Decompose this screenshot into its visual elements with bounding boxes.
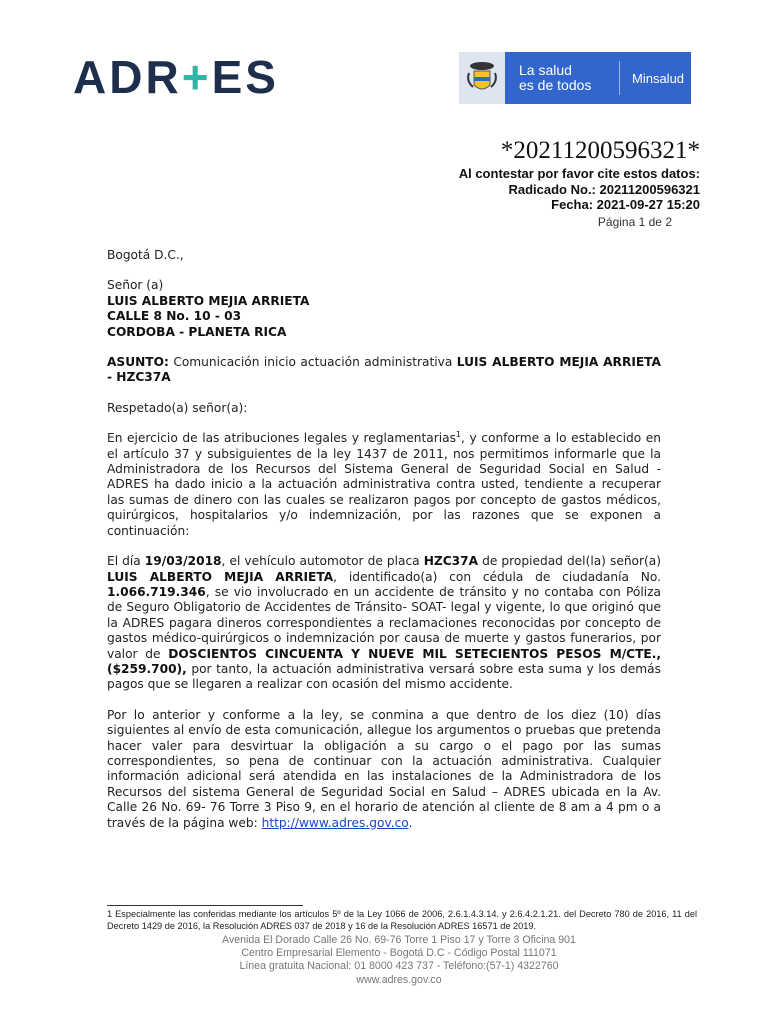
page-prefix: Página [597,215,639,229]
letter-salutation: Señor (a) [107,278,164,293]
page-current: 1 [638,215,646,229]
adres-logo-text: ADR+ES [73,51,279,103]
footer-website: www.adres.gov.co [356,973,442,986]
asunto-label: ASUNTO: [107,355,169,370]
footer-address: Avenida El Dorado Calle 26 No. 69-76 Torre 1 Piso 17 y Torre 3 Oficina 901 [222,934,576,946]
footer-center: Centro Empresarial Elemento - Bogotá D.C - Código Postal 111071 [241,947,557,960]
recipient-city: CORDOBA - PLANETA RICA [107,324,287,339]
radicado: Radicado No.: 20211200596321 [508,181,700,197]
p3-text: Por lo anterior y conforme a la ley, se conmina a que dentro de los diez (10) días siguientes al envío de esta comunicación, allegue los argumentos o pruebas que pretenda hacer valer para desvirtuar la obligación a su cargo o el pago por las sumas correspondientes, so pena de continuar con la actuación administrativa. Cualquier información adicional será atendida en las instalaciones de la Administradora de los Recursos del sistema General de Seguridad Social en Salud – ADRES ubicada en la Av. Calle 26 No. 69- 76 Torre 3 Piso 9, en el horario de atención al cliente de 8 am a 4 pm o a través de la página web: [107,707,661,830]
p2-text-d: , identificado(a) con cédula de ciudadanía No. [333,569,661,584]
letter-city: Bogotá D.C., [107,248,184,262]
p1-text-b: , y conforme a lo establecido en el artículo 37 y subsiguientes de la ley 1437 de 2011, nos permitimos informarle que la Administradora de los Recursos del Sistema General de Seguridad Social en Salud - ADRES ha dado inicio a la actuación administrativa contra usted, tendiente a recuperar las sumas de dinero con las cuales se realizaron pagos por concepto de gastos médicos, quirúrgicos, hospitalarios y/o indemnización, por las razones que se exponen a continuación: [107,431,661,538]
owner-id: 1.066.719.346 [107,584,206,599]
website-link[interactable]: http://www.adres.gov.co [261,815,409,830]
gov-ministry: Minsalud [632,70,685,86]
recipient-name: LUIS ALBERTO MEJIA ARRIETA [107,293,310,308]
letter-body [107,248,661,846]
greeting: Respetado(a) señor(a): [107,400,248,415]
page-number [598,215,672,229]
footnote: 1 Especialmente las conferidas mediante los artículos 5º de la Ley 1066 de 2006, 2.6.1.4.3.14. y 2.6.4.2.1.21. del Decreto 780 de 2016, 11 del Decreto 1429 de 2016, la Resolución ADRES 037 de 2018 y 16 de la Resolución ADRES 16571 de 2019. [107,909,697,931]
gov-slogan [519,63,607,93]
p2-text-e: , se vio involucrado en un accidente de tránsito y no contaba con Póliza de Seguro Obligatorio de Accidentes de Tránsito- SOAT- legal y vigente, lo que originó que la ADRES pagara dineros correspondientes a reclamaciones reconocidas por concepto de gastos médico-quirúrgicos o indemnización por causa de muerte y gastos funerarios, por valor de [107,584,661,661]
p2-text-b: , el vehículo automotor de placa [221,554,424,569]
p2-text-f: por tanto, la actuación administrativa versará sobre esta suma y los demás pagos que se llegaren a realizar con ocasión del mismo accidente. [107,661,661,692]
paragraph-1 [107,431,661,539]
paragraph-2 [107,554,661,693]
p2-text-c: de propiedad del(la) señor(a) [478,554,661,569]
footer-phone: Línea gratuita Nacional: 01 8000 423 737 - Teléfono:(57-1) 4322760 [239,960,559,973]
colombia-coat-of-arms-icon [459,52,505,104]
cite-line: Al contestar por favor cite estos datos: [458,166,700,181]
p3-end: . [408,815,413,830]
footnote-ref: 1 [455,430,462,440]
adres-logo [73,51,279,103]
vehicle-plate: HZC37A [423,554,479,569]
asunto-subject: LUIS ALBERTO MEJIA ARRIETA - HZC37A [107,355,661,385]
barcode-text: *20211200596321* [500,137,700,164]
fecha: Fecha: 2021-09-27 15:20 [551,197,700,212]
page-of: de [645,215,666,229]
amount: DOSCIENTOS CINCUENTA Y NUEVE MIL SETECIENTOS PESOS M/CTE., ($259.700), [107,646,661,676]
reference-block [459,166,700,213]
gov-divider [619,61,620,95]
recipient-address: CALLE 8 No. 10 - 03 [107,309,242,324]
p2-text-a: El día [107,554,145,569]
page-footer [0,934,768,987]
accident-date: 19/03/2018 [144,554,222,569]
owner-name: LUIS ALBERTO MEJIA ARRIETA [107,569,334,584]
paragraph-3 [107,708,661,831]
asunto [107,355,661,386]
gov-slogan-line1: La salud [519,62,572,78]
p1-text-a: En ejercicio de las atribuciones legales y reglamentarias [107,431,456,446]
gov-slogan-line2: es de todos [519,77,592,93]
footnote-divider [107,905,303,906]
gov-badge [459,52,691,104]
page-total: 2 [665,215,672,229]
asunto-text: Comunicación inicio actuación administrativa [168,355,457,370]
